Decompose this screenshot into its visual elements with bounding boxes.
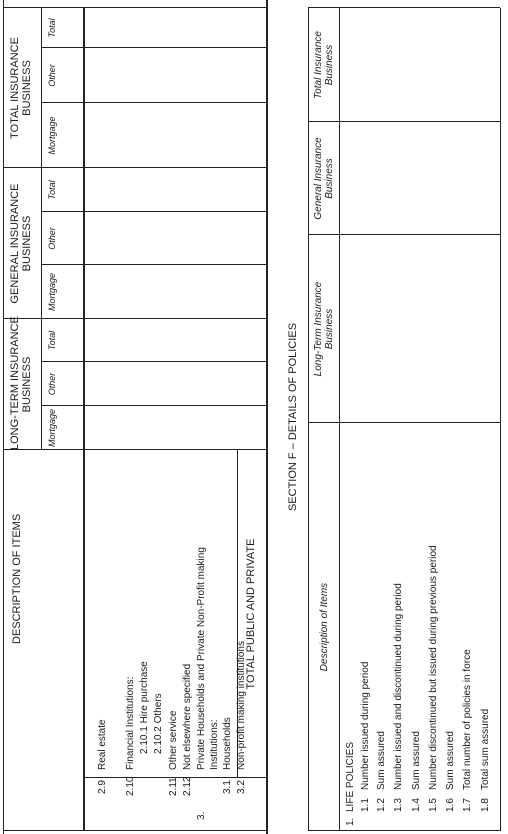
policies-col-rule (308, 234, 500, 235)
total-public-private-label: TOTAL PUBLIC AND PRIVATE (245, 538, 257, 690)
row-number: 1.2 (376, 798, 387, 812)
policies-col-rule (308, 121, 500, 122)
total-header-line2: BUSINESS (21, 60, 33, 116)
policies-header-rule (339, 8, 340, 831)
subheader-total: Total (47, 180, 57, 200)
policies-top-border (308, 8, 309, 831)
description-of-items-header: Description of Items (319, 582, 330, 672)
row-number: 2.12 (182, 776, 193, 796)
sub-rule (41, 211, 266, 212)
long-term-header: LONG-TERM INSURANCE (9, 316, 21, 450)
group-header-rule (41, 8, 42, 450)
subheader-total: Total (47, 18, 57, 38)
row-number: 2.10 (125, 776, 136, 796)
row-label: Total sum assured (480, 708, 491, 790)
description-header: DESCRIPTION OF ITEMS (11, 513, 23, 644)
table-top-border (3, 0, 4, 834)
general-header-line2: BUSINESS (21, 215, 33, 272)
row-label: Number issued and discontinued during period (393, 583, 404, 790)
long-term-header-line2: Business (324, 308, 335, 350)
section-f-title: SECTION F – DETAILS OF POLICIES (287, 322, 299, 512)
sub-rule (41, 102, 266, 103)
subheader-other: Other (47, 227, 57, 250)
sub-rule (41, 361, 266, 362)
group-rule-1 (3, 318, 266, 319)
policies-col-rule (308, 422, 500, 423)
table-left-border (3, 830, 266, 831)
sub-rule (41, 405, 266, 406)
total-header: TOTAL INSURANCE (9, 37, 21, 139)
long-term-header: Long-Term Insurance (313, 281, 324, 377)
sub-rule (41, 264, 266, 265)
row-label: Sum assured (411, 731, 422, 790)
subheader-other: Other (47, 372, 57, 396)
row-number: 1.3 (393, 798, 404, 812)
table-bottom-border (266, 0, 268, 834)
desc-column-rule (3, 449, 266, 450)
row-label: Total number of policies in force (462, 649, 473, 790)
group-label: LIFE POLICIES (345, 741, 356, 812)
subheader-other: Other (47, 64, 57, 87)
total-header: Total Insurance (313, 31, 324, 100)
header-bottom-rule (83, 8, 85, 831)
total-header-line2: Business (324, 44, 335, 86)
row-number: 1.1 (360, 798, 371, 812)
row-number: 1.7 (462, 798, 473, 812)
row-label: Private Households and Private Non-Profit making (196, 547, 207, 770)
row-number: 3.2 (236, 780, 247, 794)
row-label: Real estate (97, 719, 108, 770)
general-header: General Insurance (313, 137, 324, 220)
row-label: Sum assured (445, 731, 456, 790)
general-header: GENERAL INSURANCE (9, 183, 21, 304)
row-label: Number discontinued but issued during previous period (428, 545, 439, 790)
group-rule-2 (3, 167, 266, 168)
subheader-mortgage: Mortgage (47, 408, 57, 448)
group-number: 1. (345, 817, 356, 826)
row-number: 1.8 (480, 798, 491, 812)
row-number: 2.11 (168, 777, 179, 796)
row-label: Institutions: (209, 719, 220, 770)
row-number: 1.4 (411, 798, 422, 812)
row-label: Not elsewhere specified (182, 663, 193, 770)
row-number: 1.6 (445, 798, 456, 812)
policies-left-border (308, 830, 500, 831)
row-label: 2.10.1 Hire purchase (139, 661, 150, 754)
sub-rule (41, 47, 266, 48)
row-label: Sum assured (376, 731, 387, 790)
row-number: 1.5 (428, 798, 439, 812)
row-label: Financial Institutions: (125, 676, 136, 770)
row-label: Number issued during period (360, 661, 371, 790)
row-label: Other service (168, 710, 179, 770)
row-label: Households (222, 717, 233, 770)
policies-right-border (308, 7, 500, 8)
row-number: 3. (196, 811, 207, 820)
row-number: 3.1 (222, 780, 233, 794)
long-term-header-line2: BUSINESS (21, 356, 33, 413)
subheader-total: Total (47, 330, 57, 351)
subheader-mortgage: Mortgage (47, 272, 57, 312)
row-label: 2.10.2 Others (153, 693, 164, 754)
table-right-border (3, 7, 266, 8)
subheader-mortgage: Mortgage (47, 116, 57, 155)
row-number: 2.9 (97, 780, 108, 794)
policies-bottom-border (500, 8, 501, 831)
row-label: Non-profit making institutions (236, 641, 247, 770)
general-header-line2: Business (324, 158, 335, 199)
